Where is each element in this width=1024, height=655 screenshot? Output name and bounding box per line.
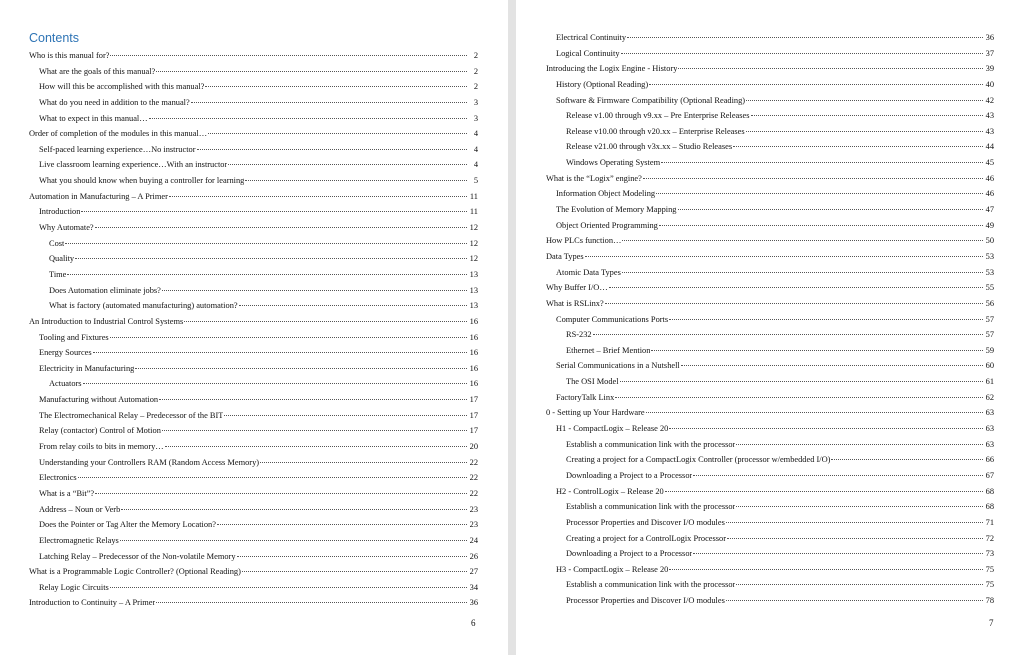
toc-dot-leader — [135, 358, 467, 369]
toc-entry-title: Order of completion of the modules in this manual… — [29, 129, 208, 139]
toc-dot-leader — [593, 324, 983, 335]
toc-entry-page-number: 2 — [473, 51, 478, 60]
toc-dot-leader — [242, 561, 467, 572]
toc-dot-leader — [615, 387, 983, 398]
toc-entry-page-number: 2 — [473, 82, 478, 92]
toc-dot-leader — [669, 559, 983, 570]
toc-entry-title: Why Buffer I/O… — [546, 283, 608, 293]
toc-entry-title: How PLCs function… — [546, 236, 622, 246]
toc-entry-page-number: 17 — [469, 395, 478, 405]
toc-dot-leader — [669, 418, 983, 429]
toc-entry-page-number: 4 — [473, 144, 478, 154]
toc-entry-title: What you should know when buying a controller for learning — [39, 176, 245, 186]
toc-dot-leader — [726, 512, 983, 523]
toc-entry-page-number: 22 — [469, 488, 478, 498]
toc-entry-page-number: 67 — [985, 470, 994, 480]
toc-entry-page-number: 50 — [985, 236, 994, 246]
toc-entry-title: Establish a communication link with the processor — [566, 502, 736, 512]
toc-entry-title: Energy Sources — [39, 348, 92, 358]
toc-entry-page-number: 5 — [473, 176, 478, 186]
toc-dot-leader — [665, 481, 983, 492]
toc-entry-page-number: 56 — [985, 298, 994, 308]
toc-dot-leader — [208, 123, 467, 134]
toc-dot-leader — [239, 295, 467, 306]
toc-entry-page-number: 71 — [985, 517, 994, 527]
toc-entry-page-number: 4 — [473, 129, 478, 139]
toc-dot-leader — [205, 76, 467, 87]
toc-entry[interactable] — [29, 594, 478, 610]
toc-dot-leader — [93, 342, 467, 353]
toc-dot-leader — [162, 280, 467, 291]
toc-entry-page-number: 4 — [473, 160, 478, 170]
toc-entry-title: H2 - ControlLogix – Release 20 — [556, 486, 664, 496]
toc-dot-leader — [621, 43, 983, 54]
toc-entry-page-number: 53 — [985, 251, 994, 261]
toc-entry-title: History (Optional Reading) — [556, 79, 649, 89]
toc-entry-page-number: 20 — [469, 442, 478, 452]
toc-dot-leader — [651, 340, 983, 351]
toc-dot-leader — [95, 217, 467, 228]
toc-entry-page-number: 37 — [985, 48, 994, 58]
toc-entry-title: What do you need in addition to the manual? — [39, 97, 190, 107]
toc-entry-title: Object Oriented Programming — [556, 220, 658, 230]
toc-dot-leader — [156, 61, 467, 72]
toc-entry-title: Address – Noun or Verb — [39, 504, 121, 514]
toc-entry-page-number: 43 — [985, 126, 994, 136]
toc-entry-page-number: 13 — [469, 301, 478, 311]
toc-entry-title: Processor Properties and Discover I/O modules — [566, 517, 725, 527]
toc-dot-leader — [831, 449, 983, 460]
toc-entry-page-number: 63 — [985, 408, 994, 418]
toc-entry-title: Software & Firmware Compatibility (Optional Reading) — [556, 95, 746, 105]
toc-entry-page-number: 13 — [469, 269, 478, 279]
toc-dot-leader — [228, 154, 467, 165]
toc-entry-title: What is a Programmable Logic Controller? (Optional Reading) — [29, 567, 241, 577]
toc-dot-leader — [751, 105, 983, 116]
toc-entry-title: Does Automation eliminate jobs? — [49, 285, 161, 295]
toc-entry-title: What are the goals of this manual? — [39, 66, 156, 76]
toc-entry-page-number: 17 — [469, 410, 478, 420]
toc-entry-page-number: 24 — [469, 535, 478, 545]
toc-dot-leader — [162, 420, 467, 431]
toc-entry-page-number: 16 — [469, 348, 478, 358]
toc-entry-page-number: 12 — [469, 254, 478, 264]
toc-entry-title: Serial Communications in a Nutshell — [556, 361, 680, 371]
toc-entry-title: Who is this manual for? — [29, 51, 110, 60]
toc-dot-leader — [746, 90, 983, 101]
page-number-right: 7 — [989, 618, 994, 628]
toc-entry-title: The Evolution of Memory Mapping — [556, 205, 677, 215]
toc-dot-leader — [643, 168, 983, 179]
toc-dot-leader — [746, 121, 983, 132]
table-of-contents-right — [546, 29, 994, 608]
toc-dot-leader — [585, 246, 983, 257]
toc-dot-leader — [693, 543, 983, 554]
toc-entry-title: Downloading a Project to a Processor — [566, 549, 693, 559]
toc-entry-page-number: 46 — [985, 173, 994, 183]
toc-dot-leader — [727, 528, 983, 539]
toc-entry-page-number: 78 — [985, 596, 994, 606]
toc-entry-title: The OSI Model — [566, 377, 619, 387]
toc-entry-title: Electronics — [39, 473, 77, 483]
toc-dot-leader — [184, 311, 467, 322]
toc-entry-page-number: 66 — [985, 455, 994, 465]
toc-entry-title: The Electromechanical Relay – Predecessor of the BIT — [39, 410, 224, 420]
toc-entry-page-number: 40 — [985, 79, 994, 89]
toc-dot-leader — [169, 186, 467, 197]
toc-dot-leader — [736, 496, 983, 507]
toc-entry-page-number: 27 — [469, 567, 478, 577]
toc-dot-leader — [197, 139, 468, 150]
toc-entry-title: FactoryTalk Linx — [556, 392, 615, 402]
toc-entry-title: What to expect in this manual… — [39, 113, 148, 123]
toc-entry-title: What is the “Logix” engine? — [546, 173, 642, 183]
toc-entry-page-number: 49 — [985, 220, 994, 230]
toc-entry-page-number: 23 — [469, 520, 478, 530]
toc-dot-leader — [121, 499, 467, 510]
toc-entry-page-number: 61 — [985, 377, 994, 387]
toc-entry-title: Release v1.00 through v9.xx – Pre Enterprise Releases — [566, 111, 750, 121]
toc-dot-leader — [649, 74, 983, 85]
toc-entry-title: Relay Logic Circuits — [39, 582, 109, 592]
toc-entry-title: Tooling and Fixtures — [39, 332, 109, 342]
toc-entry-page-number: 11 — [469, 207, 478, 217]
table-of-contents-left — [29, 47, 478, 610]
toc-dot-leader — [149, 108, 467, 119]
toc-dot-leader — [726, 590, 983, 601]
toc-entry-page-number: 45 — [985, 158, 994, 168]
toc-entry-page-number: 63 — [985, 424, 994, 434]
toc-entry-page-number: 3 — [473, 113, 478, 123]
toc-dot-leader — [736, 574, 983, 585]
toc-dot-leader — [75, 248, 467, 259]
document-page-right — [516, 0, 1024, 655]
toc-dot-leader — [156, 592, 467, 603]
toc-dot-leader — [165, 436, 467, 447]
toc-entry-page-number: 75 — [985, 564, 994, 574]
toc-entry-page-number: 57 — [985, 314, 994, 324]
toc-entry-page-number: 72 — [985, 533, 994, 543]
toc-entry-page-number: 12 — [469, 238, 478, 248]
toc-dot-leader — [65, 233, 467, 244]
toc-entry-title: Release v21.00 through v3x.xx – Studio Releases — [566, 142, 733, 152]
toc-entry-title: Introduction to Continuity – A Primer — [29, 598, 156, 608]
contents-heading: Contents — [29, 31, 80, 45]
toc-dot-leader — [95, 483, 467, 494]
toc-entry-title: Manufacturing without Automation — [39, 395, 159, 405]
page-number-left: 6 — [471, 618, 476, 628]
toc-dot-leader — [646, 402, 983, 413]
toc-dot-leader — [110, 45, 467, 56]
toc-entry-title: From relay coils to bits in memory… — [39, 442, 164, 452]
toc-entry-page-number: 44 — [985, 142, 994, 152]
toc-entry-title: RS-232 — [566, 330, 592, 340]
toc-dot-leader — [237, 546, 467, 557]
toc-entry-title: Logical Continuity — [556, 48, 620, 58]
toc-entry-title: Live classroom learning experience…With an instructor — [39, 160, 228, 170]
toc-entry-title: Latching Relay – Predecessor of the Non-volatile Memory — [39, 551, 236, 561]
toc-dot-leader — [627, 27, 983, 38]
toc-entry-title: Self-paced learning experience…No instructor — [39, 144, 196, 154]
toc-entry-title: Actuators — [49, 379, 82, 389]
toc-dot-leader — [659, 215, 983, 226]
toc-entry-page-number: 39 — [985, 64, 994, 74]
toc-entry-page-number: 13 — [469, 285, 478, 295]
toc-entry-page-number: 12 — [469, 223, 478, 233]
toc-entry-title: Ethernet – Brief Mention — [566, 345, 651, 355]
toc-entry-page-number: 16 — [469, 363, 478, 373]
toc-entry-title: Does the Pointer or Tag Alter the Memory Location? — [39, 520, 216, 530]
toc-entry-title: Quality — [49, 254, 75, 264]
toc-dot-leader — [693, 465, 983, 476]
toc-entry-page-number: 2 — [473, 66, 478, 76]
toc-dot-leader — [67, 264, 467, 275]
toc-dot-leader — [217, 514, 467, 525]
toc-entry-title: Understanding your Controllers RAM (Random Access Memory) — [39, 457, 260, 467]
toc-entry-page-number: 22 — [469, 457, 478, 467]
toc-dot-leader — [120, 530, 467, 541]
toc-entry-page-number: 22 — [469, 473, 478, 483]
toc-entry-title: Atomic Data Types — [556, 267, 621, 277]
toc-entry-page-number: 34 — [469, 582, 478, 592]
toc-entry-title: Electricity in Manufacturing — [39, 363, 135, 373]
toc-dot-leader — [622, 262, 983, 273]
toc-dot-leader — [110, 577, 467, 588]
toc-entry-title: What is factory (automated manufacturing) automation? — [49, 301, 238, 311]
toc-entry-page-number: 23 — [469, 504, 478, 514]
toc-entry-title: Creating a project for a CompactLogix Controller (processor w/embedded I/O) — [566, 455, 831, 465]
toc-dot-leader — [736, 434, 983, 445]
toc-entry-page-number: 55 — [985, 283, 994, 293]
toc-entry-title: Establish a communication link with the processor — [566, 580, 736, 590]
toc-dot-leader — [681, 355, 983, 366]
toc-entry-page-number: 43 — [985, 111, 994, 121]
toc-dot-leader — [620, 371, 983, 382]
toc-dot-leader — [81, 201, 467, 212]
toc-entry-title: Relay (contactor) Control of Motion — [39, 426, 161, 436]
toc-dot-leader — [609, 277, 983, 288]
toc-entry-title: Cost — [49, 238, 65, 248]
toc-entry-page-number: 16 — [469, 379, 478, 389]
toc-entry-title: Downloading a Project to a Processor — [566, 470, 693, 480]
toc-dot-leader — [83, 373, 467, 384]
toc-entry-title: How will this be accomplished with this manual? — [39, 82, 205, 92]
toc-entry-page-number: 3 — [473, 97, 478, 107]
toc-dot-leader — [78, 467, 467, 478]
toc-entry-page-number: 53 — [985, 267, 994, 277]
toc-entry-title: Introduction — [39, 207, 81, 217]
toc-entry-title: An Introduction to Industrial Control Systems — [29, 316, 184, 326]
toc-dot-leader — [622, 230, 983, 241]
toc-entry-page-number: 60 — [985, 361, 994, 371]
toc-dot-leader — [656, 183, 983, 194]
toc-entry-page-number: 17 — [469, 426, 478, 436]
toc-entry-page-number: 68 — [985, 502, 994, 512]
toc-entry-title: What is RSLinx? — [546, 298, 604, 308]
toc-entry-title: Why Automate? — [39, 223, 94, 233]
toc-entry-title: What is a “Bit”? — [39, 488, 95, 498]
toc-entry-title: Establish a communication link with the processor — [566, 439, 736, 449]
toc-entry-page-number: 26 — [469, 551, 478, 561]
toc-entry-page-number: 62 — [985, 392, 994, 402]
toc-entry-page-number: 68 — [985, 486, 994, 496]
toc-entry-page-number: 75 — [985, 580, 994, 590]
toc-entry-title: Release v10.00 through v20.xx – Enterprise Releases — [566, 126, 745, 136]
toc-entry-title: Electrical Continuity — [556, 33, 627, 42]
toc-entry-title: Information Object Modeling — [556, 189, 656, 199]
toc-dot-leader — [605, 293, 983, 304]
toc-dot-leader — [260, 452, 467, 463]
toc-entry-title: H3 - CompactLogix – Release 20 — [556, 564, 669, 574]
toc-entry-title: Data Types — [546, 251, 584, 261]
toc-entry-title: Windows Operating System — [566, 158, 661, 168]
toc-dot-leader — [669, 309, 983, 320]
toc-entry-title: Time — [49, 269, 67, 279]
toc-entry-title: Introducing the Logix Engine - History — [546, 64, 678, 74]
toc-entry-title: Creating a project for a ControlLogix Processor — [566, 533, 727, 543]
toc-entry-page-number: 36 — [469, 598, 478, 608]
toc-dot-leader — [661, 152, 983, 163]
toc-dot-leader — [678, 58, 983, 69]
toc-entry-title: Computer Communications Ports — [556, 314, 669, 324]
toc-entry-page-number: 73 — [985, 549, 994, 559]
toc-dot-leader — [110, 327, 467, 338]
toc-entry-page-number: 16 — [469, 332, 478, 342]
toc-dot-leader — [733, 136, 983, 147]
toc-entry-title: H1 - CompactLogix – Release 20 — [556, 424, 669, 434]
toc-entry-page-number: 47 — [985, 205, 994, 215]
toc-entry-page-number: 42 — [985, 95, 994, 105]
toc-dot-leader — [245, 170, 467, 181]
toc-dot-leader — [191, 92, 467, 103]
toc-entry-title: Processor Properties and Discover I/O modules — [566, 596, 725, 606]
toc-entry-title: 0 - Setting up Your Hardware — [546, 408, 645, 418]
toc-entry-page-number: 59 — [985, 345, 994, 355]
toc-entry-title: Automation in Manufacturing – A Primer — [29, 191, 168, 201]
toc-entry-page-number: 36 — [985, 33, 994, 42]
toc-entry-title: Electromagnetic Relays — [39, 535, 119, 545]
toc-entry[interactable] — [546, 592, 994, 608]
toc-entry-page-number: 46 — [985, 189, 994, 199]
document-page-left — [0, 0, 508, 655]
toc-dot-leader — [678, 199, 984, 210]
toc-entry-page-number: 16 — [469, 316, 478, 326]
toc-entry-page-number: 57 — [985, 330, 994, 340]
toc-entry-page-number: 63 — [985, 439, 994, 449]
toc-entry-page-number: 11 — [469, 191, 478, 201]
toc-dot-leader — [224, 405, 467, 416]
toc-dot-leader — [159, 389, 467, 400]
